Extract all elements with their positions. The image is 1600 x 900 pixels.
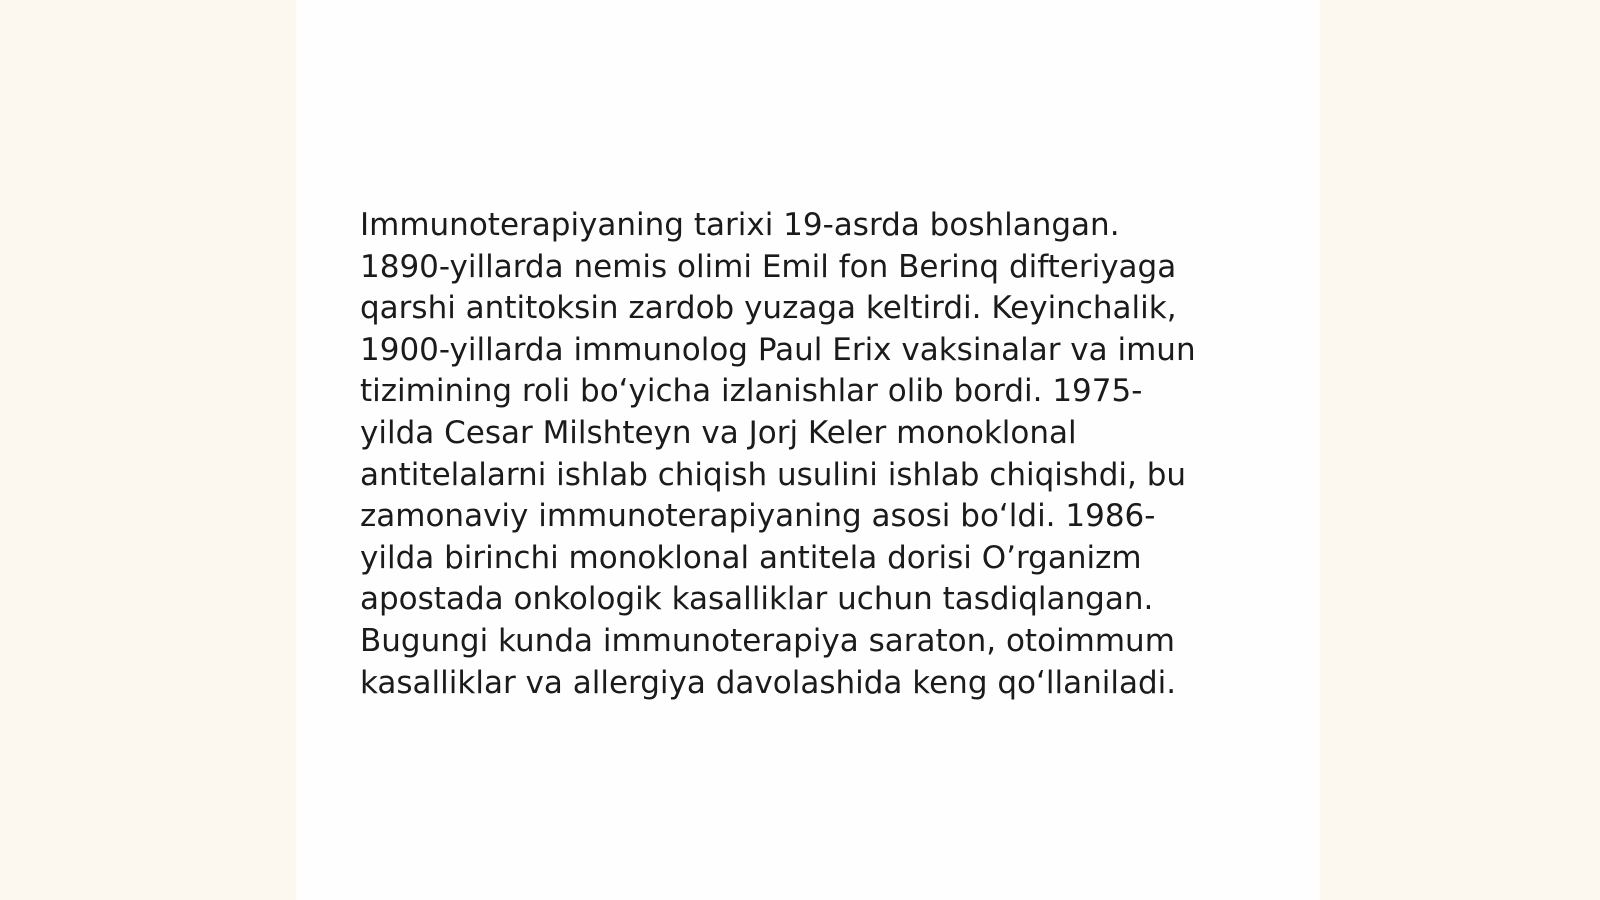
- text-line: 1900-yillarda immunolog Paul Erix vaksinalar va imun: [360, 331, 1196, 368]
- text-line: yilda birinchi monoklonal antitela dorisi O’rganizm: [360, 539, 1142, 576]
- text-line: Immunoterapiyaning tarixi 19-asrda boshlangan.: [360, 207, 1120, 243]
- slide-body-text: [360, 205, 1250, 704]
- slide-page: [296, 0, 1320, 900]
- text-line: Bugungi kunda immunoterapiya saraton, otoimmum: [360, 622, 1175, 659]
- text-line: yilda Cesar Milshteyn va Jorj Keler monoklonal: [360, 414, 1077, 451]
- text-line: antitelalarni ishlab chiqish usulini ishlab chiqishdi, bu: [360, 456, 1187, 493]
- text-line: tizimining roli bo‘yicha izlanishlar olib bordi. 1975-: [360, 373, 1143, 410]
- text-line: kasalliklar va allergiya davolashida keng qo‘llaniladi.: [360, 664, 1177, 701]
- text-line: apostada onkologik kasalliklar uchun tasdiqlangan.: [360, 581, 1154, 618]
- text-line: zamonaviy immunoterapiyaning asosi bo‘ldi. 1986-: [360, 498, 1156, 535]
- text-line: qarshi antitoksin zardob yuzaga keltirdi. Keyinchalik,: [360, 290, 1177, 327]
- text-line: 1890-yillarda nemis olimi Emil fon Berinq difteriyaga: [360, 248, 1177, 285]
